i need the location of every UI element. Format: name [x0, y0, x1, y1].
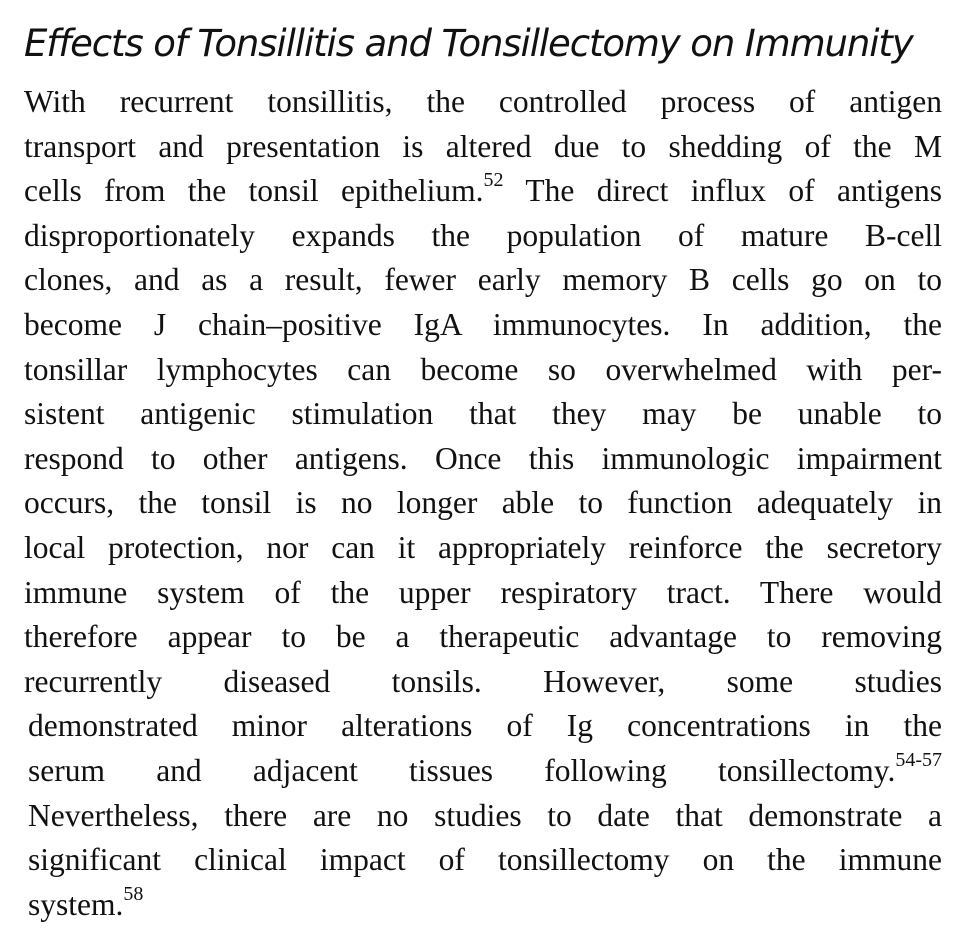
- paragraph-line: immune system of the upper respiratory tract. There would: [24, 574, 942, 610]
- paragraph-line: With recurrent tonsillitis, the controlled process of antigen: [24, 84, 942, 119]
- paragraph-line: disproportionately expands the population of mature B-cell: [24, 217, 942, 253]
- paragraph-line: significant clinical impact of tonsillectomy on the immune: [28, 842, 942, 878]
- paragraph-line: respond to other antigens. Once this immunologic impairment: [24, 440, 942, 476]
- paragraph-line: clones, and as a result, fewer early memory B cells go on to: [24, 262, 942, 298]
- paragraph-line: Nevertheless, there are no studies to date that demonstrate a: [28, 797, 942, 833]
- paragraph-line: demonstrated minor alterations of Ig concentrations in the: [28, 708, 942, 744]
- paragraph-line: occurs, the tonsil is no longer able to function adequately in: [24, 485, 942, 521]
- paragraph-line: local protection, nor can it appropriately reinforce the secretory: [24, 529, 942, 565]
- citation-superscript: 54-57: [895, 748, 942, 771]
- paragraph-line: tonsillar lymphocytes can become so overwhelmed with per-: [24, 351, 942, 387]
- section-heading: Effects of Tonsillitis and Tonsillectomy on Immunity: [24, 22, 913, 65]
- paragraph-line: serum and adjacent tissues following tonsillectomy.$^{54-57}$: [28, 748, 942, 788]
- paragraph-line: sistent antigenic stimulation that they may be unable to: [24, 396, 942, 432]
- paragraph-line: therefore appear to be a therapeutic advantage to removing: [24, 619, 942, 655]
- paragraph-line: cells from the tonsil epithelium.$^{52}$ The direct influx of antigens: [24, 169, 942, 209]
- paragraph-line: recurrently diseased tonsils. However, some studies: [24, 663, 942, 699]
- citation-superscript: 58: [123, 882, 144, 905]
- body-paragraph: [24, 80, 942, 927]
- paragraph-line: system.$^{58}$: [28, 882, 144, 922]
- paragraph-line: become J chain–positive IgA immunocytes. In addition, the: [24, 306, 942, 342]
- paragraph-line: transport and presentation is altered due to shedding of the M: [24, 128, 942, 164]
- citation-superscript: 52: [483, 169, 504, 192]
